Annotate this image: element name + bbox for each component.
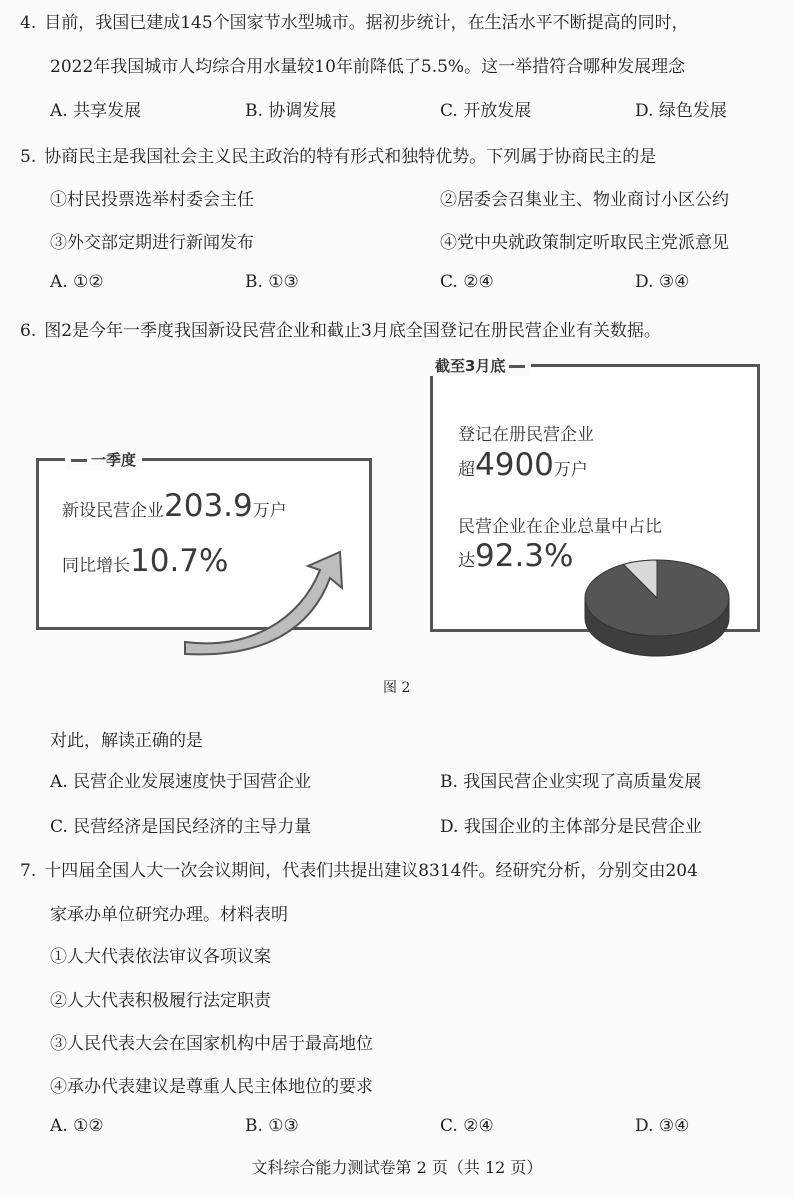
q7-item-3: ③人民代表大会在国家机构中居于最高地位 [50,1034,373,1054]
yoy-growth-value: 10.7% [130,543,229,579]
q5-item-4: ④党中央就政策制定听取民主党派意见 [440,233,729,253]
new-private-enterprises [62,488,287,524]
q5-item-1: ①村民投票选举村委会主任 [50,190,254,210]
q4-line1 [20,8,689,33]
q5-option-c[interactable]: C. ②④ [440,272,494,292]
new-enterprises-label: 新设民营企业 [62,501,164,521]
end-of-march-title [429,355,531,376]
share-prefix: 达 [458,551,475,571]
q4-option-c[interactable]: C. 开放发展 [440,101,532,121]
first-quarter-title [65,449,142,470]
q4-option-b[interactable]: B. 协调发展 [245,101,337,121]
q5-option-b[interactable]: B. ①③ [245,272,299,292]
registered-prefix: 超 [458,460,475,480]
q7-number: 7. [20,861,37,881]
q6-number: 6. [20,321,37,341]
q6-intro: 对此，解读正确的是 [50,731,203,751]
title-dash [509,365,525,368]
q6-option-c[interactable]: C. 民营经济是国民经济的主导力量 [50,817,312,837]
registered-label: 登记在册民营企业 [458,425,594,445]
q4-text-1: 目前，我国已建成145个国家节水型城市。据初步统计，在生活水平不断提高的同时， [44,13,689,33]
first-quarter-title-text: 一季度 [91,451,137,469]
q7-item-2: ②人大代表积极履行法定职责 [50,991,271,1011]
q5-text-1: 协商民主是我国社会主义民主政治的特有形式和独特优势。下列属于协商民主的是 [44,147,657,167]
q6-option-b[interactable]: B. 我国民营企业实现了高质量发展 [440,772,702,792]
q7-item-4: ④承办代表建议是尊重人民主体地位的要求 [50,1077,373,1097]
growth-arrow-icon [180,550,350,660]
share-value: 92.3% [475,538,574,574]
figure-caption: 图 2 [383,680,411,696]
q6-option-d[interactable]: D. 我国企业的主体部分是民营企业 [440,817,702,837]
q5-option-d[interactable]: D. ③④ [635,272,690,292]
q6-text-1: 图2是今年一季度我国新设民营企业和截止3月底全国登记在册民营企业有关数据。 [44,321,661,341]
q7-option-d[interactable]: D. ③④ [635,1116,690,1136]
new-enterprises-value: 203.9 [164,488,253,524]
q7-text-1: 十四届全国人大一次会议期间，代表们共提出建议8314件。经研究分析，分别交由204 [44,861,698,881]
registered-count [458,447,588,483]
q7-text-2: 家承办单位研究办理。材料表明 [50,905,288,925]
end-of-march-title-text: 截至3月底 [435,357,506,375]
q5-item-3: ③外交部定期进行新闻发布 [50,233,254,253]
q7-option-c[interactable]: C. ②④ [440,1116,494,1136]
title-dash [71,459,87,462]
q5-number: 5. [20,147,37,167]
share-pie-chart [582,556,732,662]
q5-line1 [20,142,656,167]
q7-item-1: ①人大代表依法审议各项议案 [50,947,271,967]
q6-option-a[interactable]: A. 民营企业发展速度快于国营企业 [50,772,312,792]
q7-option-a[interactable]: A. ①② [50,1116,104,1136]
page-footer: 文科综合能力测试卷第 2 页（共 12 页） [251,1158,543,1177]
q4-number: 4. [20,13,37,33]
registered-unit: 万户 [553,460,588,480]
new-enterprises-unit: 万户 [252,501,287,521]
q4-text-2: 2022年我国城市人均综合用水量较10年前降低了5.5%。这一举措符合哪种发展理念 [50,57,686,77]
q6-line1 [20,316,661,341]
q5-item-2: ②居委会召集业主、物业商讨小区公约 [440,190,729,210]
share-label: 民营企业在企业总量中占比 [458,517,662,537]
registered-value: 4900 [475,447,554,483]
q4-option-d[interactable]: D. 绿色发展 [635,101,727,121]
share-value-row [458,538,573,574]
q4-option-a[interactable]: A. 共享发展 [50,101,142,121]
yoy-growth-label: 同比增长 [62,556,130,576]
q7-line1 [20,856,698,881]
q7-option-b[interactable]: B. ①③ [245,1116,299,1136]
q5-option-a[interactable]: A. ①② [50,272,104,292]
